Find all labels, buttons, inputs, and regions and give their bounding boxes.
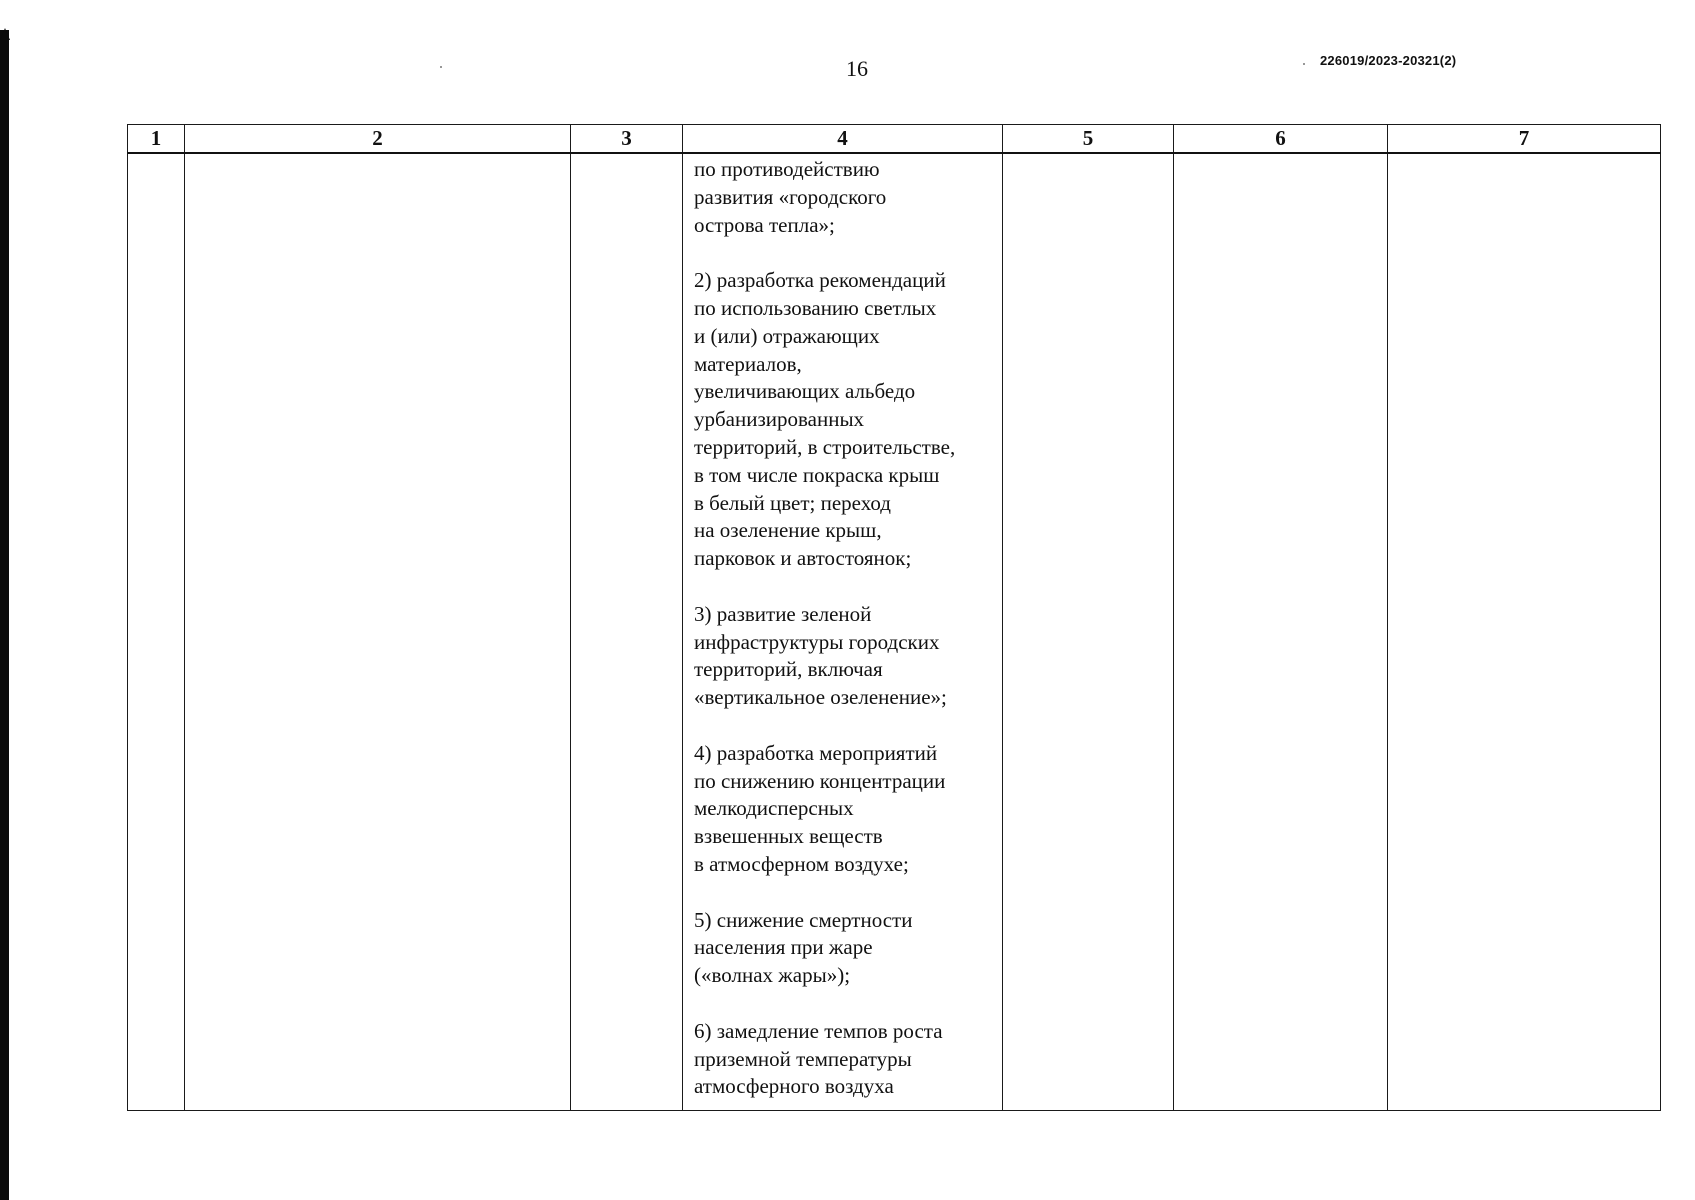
measure-paragraph <box>694 267 998 573</box>
text-line: 6) замедление темпов роста <box>694 1018 943 1043</box>
scan-speck <box>1303 63 1305 65</box>
text-line: 3) развитие зеленой <box>694 601 872 626</box>
text-line: по использованию светлых <box>694 295 937 320</box>
measure-paragraph <box>694 907 998 990</box>
text-line: 2) разработка рекомендаций <box>694 268 946 293</box>
column-header-5: 5 <box>1003 125 1174 154</box>
cell-col-6 <box>1174 153 1388 1111</box>
cell-col-7 <box>1388 153 1661 1111</box>
cell-col-3 <box>571 153 683 1111</box>
text-line: в белый цвет; переход <box>694 490 891 515</box>
column-header-6: 6 <box>1174 125 1388 154</box>
cell-col-1 <box>128 153 185 1111</box>
text-line: на озеленение крыш, <box>694 518 882 543</box>
measure-paragraph <box>694 1018 998 1101</box>
text-line: («волнах жары»); <box>694 963 851 988</box>
scan-speck <box>440 66 442 68</box>
measure-paragraph <box>694 156 998 239</box>
cell-col-5 <box>1003 153 1174 1111</box>
text-line: по противодействию <box>694 157 880 181</box>
cell-col-4 <box>683 153 1003 1111</box>
text-line: взвешенных веществ <box>694 824 883 849</box>
measure-paragraph <box>694 601 998 712</box>
text-line: 4) разработка мероприятий <box>694 740 938 765</box>
text-line: мелкодисперсных <box>694 796 854 821</box>
text-line: в том числе покраска крыш <box>694 462 940 487</box>
text-line: населения при жаре <box>694 935 873 960</box>
measure-paragraph <box>694 740 998 879</box>
text-line: парковок и автостоянок; <box>694 546 912 571</box>
column-header-4: 4 <box>683 125 1003 154</box>
text-line: приземной температуры <box>694 1046 912 1071</box>
text-line: по снижению концентрации <box>694 768 946 793</box>
cell-col-2 <box>185 153 571 1111</box>
column-header-2: 2 <box>185 125 571 154</box>
text-line: развития «городского <box>694 184 887 209</box>
document-table <box>127 124 1661 1111</box>
text-line: урбанизированных <box>694 407 865 432</box>
scan-edge-artifact <box>0 30 9 1200</box>
text-line: территорий, в строительстве, <box>694 434 956 459</box>
measures-text <box>683 154 1002 1101</box>
table-header-row <box>128 125 1661 154</box>
document-id: 226019/2023-20321(2) <box>1320 53 1457 68</box>
table-row <box>128 153 1661 1111</box>
page-number: 16 <box>846 56 868 81</box>
text-line: в атмосферном воздухе; <box>694 851 909 876</box>
text-line: инфраструктуры городских <box>694 629 940 654</box>
text-line: материалов, <box>694 351 802 376</box>
text-line: «вертикальное озеленение»; <box>694 685 947 710</box>
text-line: 5) снижение смертности <box>694 907 913 932</box>
scan-edge-tip <box>0 28 10 40</box>
text-line: атмосферного воздуха <box>694 1074 894 1099</box>
column-header-7: 7 <box>1388 125 1661 154</box>
text-line: и (или) отражающих <box>694 323 880 348</box>
text-line: острова тепла»; <box>694 212 835 237</box>
column-header-1: 1 <box>128 125 185 154</box>
text-line: увеличивающих альбедо <box>694 379 916 404</box>
column-header-3: 3 <box>571 125 683 154</box>
text-line: территорий, включая <box>694 657 883 682</box>
